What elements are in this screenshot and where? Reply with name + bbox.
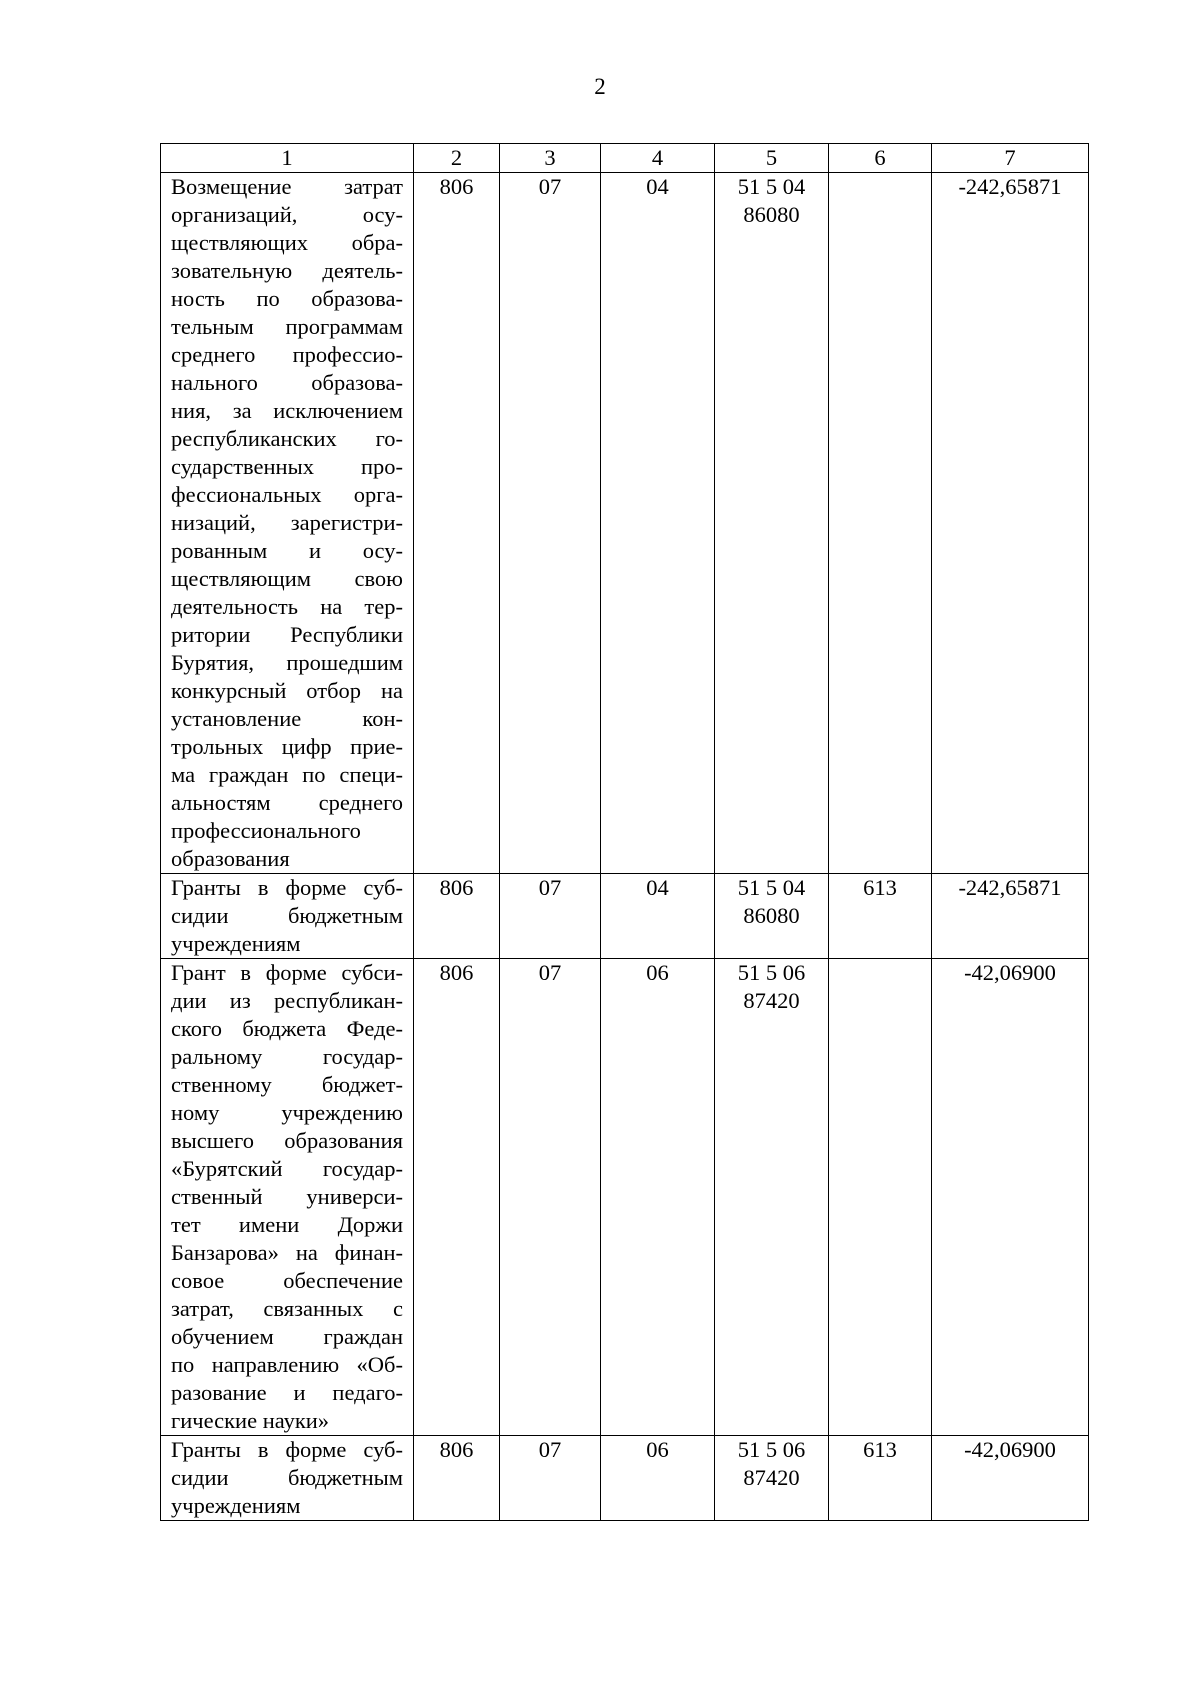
description-line: ному учреждению xyxy=(171,1100,403,1125)
description-line: сударственных про- xyxy=(171,454,403,479)
description-cell xyxy=(161,959,414,1436)
description-line: Гранты в форме суб- xyxy=(171,1437,403,1462)
amount-cell: -242,65871 xyxy=(932,173,1089,874)
description-line: ния, за исключением xyxy=(171,398,403,423)
description-line: затрат, связанных с xyxy=(171,1296,403,1321)
description-line: нального образова- xyxy=(171,370,403,395)
description-line: сидии бюджетным xyxy=(171,903,403,928)
subsection-cell: 04 xyxy=(601,173,715,874)
target-article-line: 87420 xyxy=(743,1465,800,1490)
section-cell: 07 xyxy=(500,959,601,1436)
description-line: ществляющих обра- xyxy=(171,230,403,255)
subsection-cell: 06 xyxy=(601,959,715,1436)
target-article-line: 51 5 06 xyxy=(737,960,806,985)
amount-cell: -42,06900 xyxy=(932,1436,1089,1521)
description-line: разование и педаго- xyxy=(171,1380,403,1405)
target-article-line: 51 5 04 xyxy=(737,174,806,199)
subsection-cell: 06 xyxy=(601,1436,715,1521)
subsection-cell: 04 xyxy=(601,874,715,959)
description-line: ность по образова- xyxy=(171,286,403,311)
section-cell: 07 xyxy=(500,1436,601,1521)
description-line: организаций, осу- xyxy=(171,202,403,227)
section-cell: 07 xyxy=(500,874,601,959)
description-line: среднего профессио- xyxy=(171,342,403,367)
description-line: совое обеспечение xyxy=(171,1268,403,1293)
ministry-code-cell: 806 xyxy=(414,173,500,874)
header-cell-7: 7 xyxy=(932,144,1089,173)
ministry-code-cell: 806 xyxy=(414,959,500,1436)
description-line: высшего образования xyxy=(171,1128,403,1153)
description-line: профессионального xyxy=(171,818,361,843)
target-article-cell xyxy=(715,959,829,1436)
description-line: «Бурятский государ- xyxy=(171,1156,403,1181)
budget-table xyxy=(160,143,1089,1521)
page-number: 2 xyxy=(594,74,606,99)
description-line: ственному бюджет- xyxy=(171,1072,403,1097)
amount-cell: -42,06900 xyxy=(932,959,1089,1436)
description-line: тельным программам xyxy=(171,314,403,339)
target-article-cell xyxy=(715,874,829,959)
header-cell-4: 4 xyxy=(601,144,715,173)
target-article-cell xyxy=(715,173,829,874)
description-line: альностям среднего xyxy=(171,790,403,815)
description-line: учреждениям xyxy=(171,1493,301,1518)
section-cell: 07 xyxy=(500,173,601,874)
description-line: ществляющим свою xyxy=(171,566,403,591)
description-line: Бурятия, прошедшим xyxy=(171,650,403,675)
description-line: по направлению «Об- xyxy=(171,1352,403,1377)
description-line: ральному государ- xyxy=(171,1044,403,1069)
description-line: Гранты в форме суб- xyxy=(171,875,403,900)
description-line: тет имени Доржи xyxy=(171,1212,403,1237)
expense-type-cell xyxy=(829,173,932,874)
expense-type-cell: 613 xyxy=(829,1436,932,1521)
table-row xyxy=(161,874,1089,959)
description-line: фессиональных орга- xyxy=(171,482,403,507)
description-line: Грант в форме субси- xyxy=(171,960,403,985)
description-line: сидии бюджетным xyxy=(171,1465,403,1490)
table-row xyxy=(161,959,1089,1436)
description-line: учреждениям xyxy=(171,931,301,956)
description-line: установление кон- xyxy=(171,706,403,731)
description-line: Банзарова» на финан- xyxy=(171,1240,403,1265)
description-line: зовательную деятель- xyxy=(171,258,403,283)
description-line: ритории Республики xyxy=(171,622,403,647)
description-line: гические науки» xyxy=(171,1408,330,1433)
target-article-line: 86080 xyxy=(743,202,800,227)
description-line: низаций, зарегистри- xyxy=(171,510,403,535)
description-line: ского бюджета Феде- xyxy=(171,1016,403,1041)
description-line: республиканских го- xyxy=(171,426,403,451)
target-article-line: 51 5 06 xyxy=(737,1437,806,1462)
description-line: конкурсный отбор на xyxy=(171,678,403,703)
description-line: дии из республикан- xyxy=(171,988,403,1013)
description-line: образования xyxy=(171,846,290,871)
description-line: трольных цифр прие- xyxy=(171,734,403,759)
header-cell-5: 5 xyxy=(715,144,829,173)
description-cell xyxy=(161,1436,414,1521)
description-cell xyxy=(161,874,414,959)
table-header-row xyxy=(161,144,1089,173)
description-line: ственный универси- xyxy=(171,1184,403,1209)
target-article-line: 87420 xyxy=(743,988,800,1013)
header-cell-3: 3 xyxy=(500,144,601,173)
ministry-code-cell: 806 xyxy=(414,1436,500,1521)
expense-type-cell: 613 xyxy=(829,874,932,959)
target-article-line: 51 5 04 xyxy=(737,875,806,900)
table-row xyxy=(161,173,1089,874)
description-line: Возмещение затрат xyxy=(171,174,403,199)
target-article-cell xyxy=(715,1436,829,1521)
expense-type-cell xyxy=(829,959,932,1436)
target-article-line: 86080 xyxy=(743,903,800,928)
header-cell-2: 2 xyxy=(414,144,500,173)
description-cell xyxy=(161,173,414,874)
header-cell-1: 1 xyxy=(161,144,414,173)
ministry-code-cell: 806 xyxy=(414,874,500,959)
description-line: рованным и осу- xyxy=(171,538,403,563)
description-line: обучением граждан xyxy=(171,1324,403,1349)
amount-cell: -242,65871 xyxy=(932,874,1089,959)
header-cell-6: 6 xyxy=(829,144,932,173)
description-line: деятельность на тер- xyxy=(171,594,403,619)
description-line: ма граждан по специ- xyxy=(171,762,403,787)
table-row xyxy=(161,1436,1089,1521)
